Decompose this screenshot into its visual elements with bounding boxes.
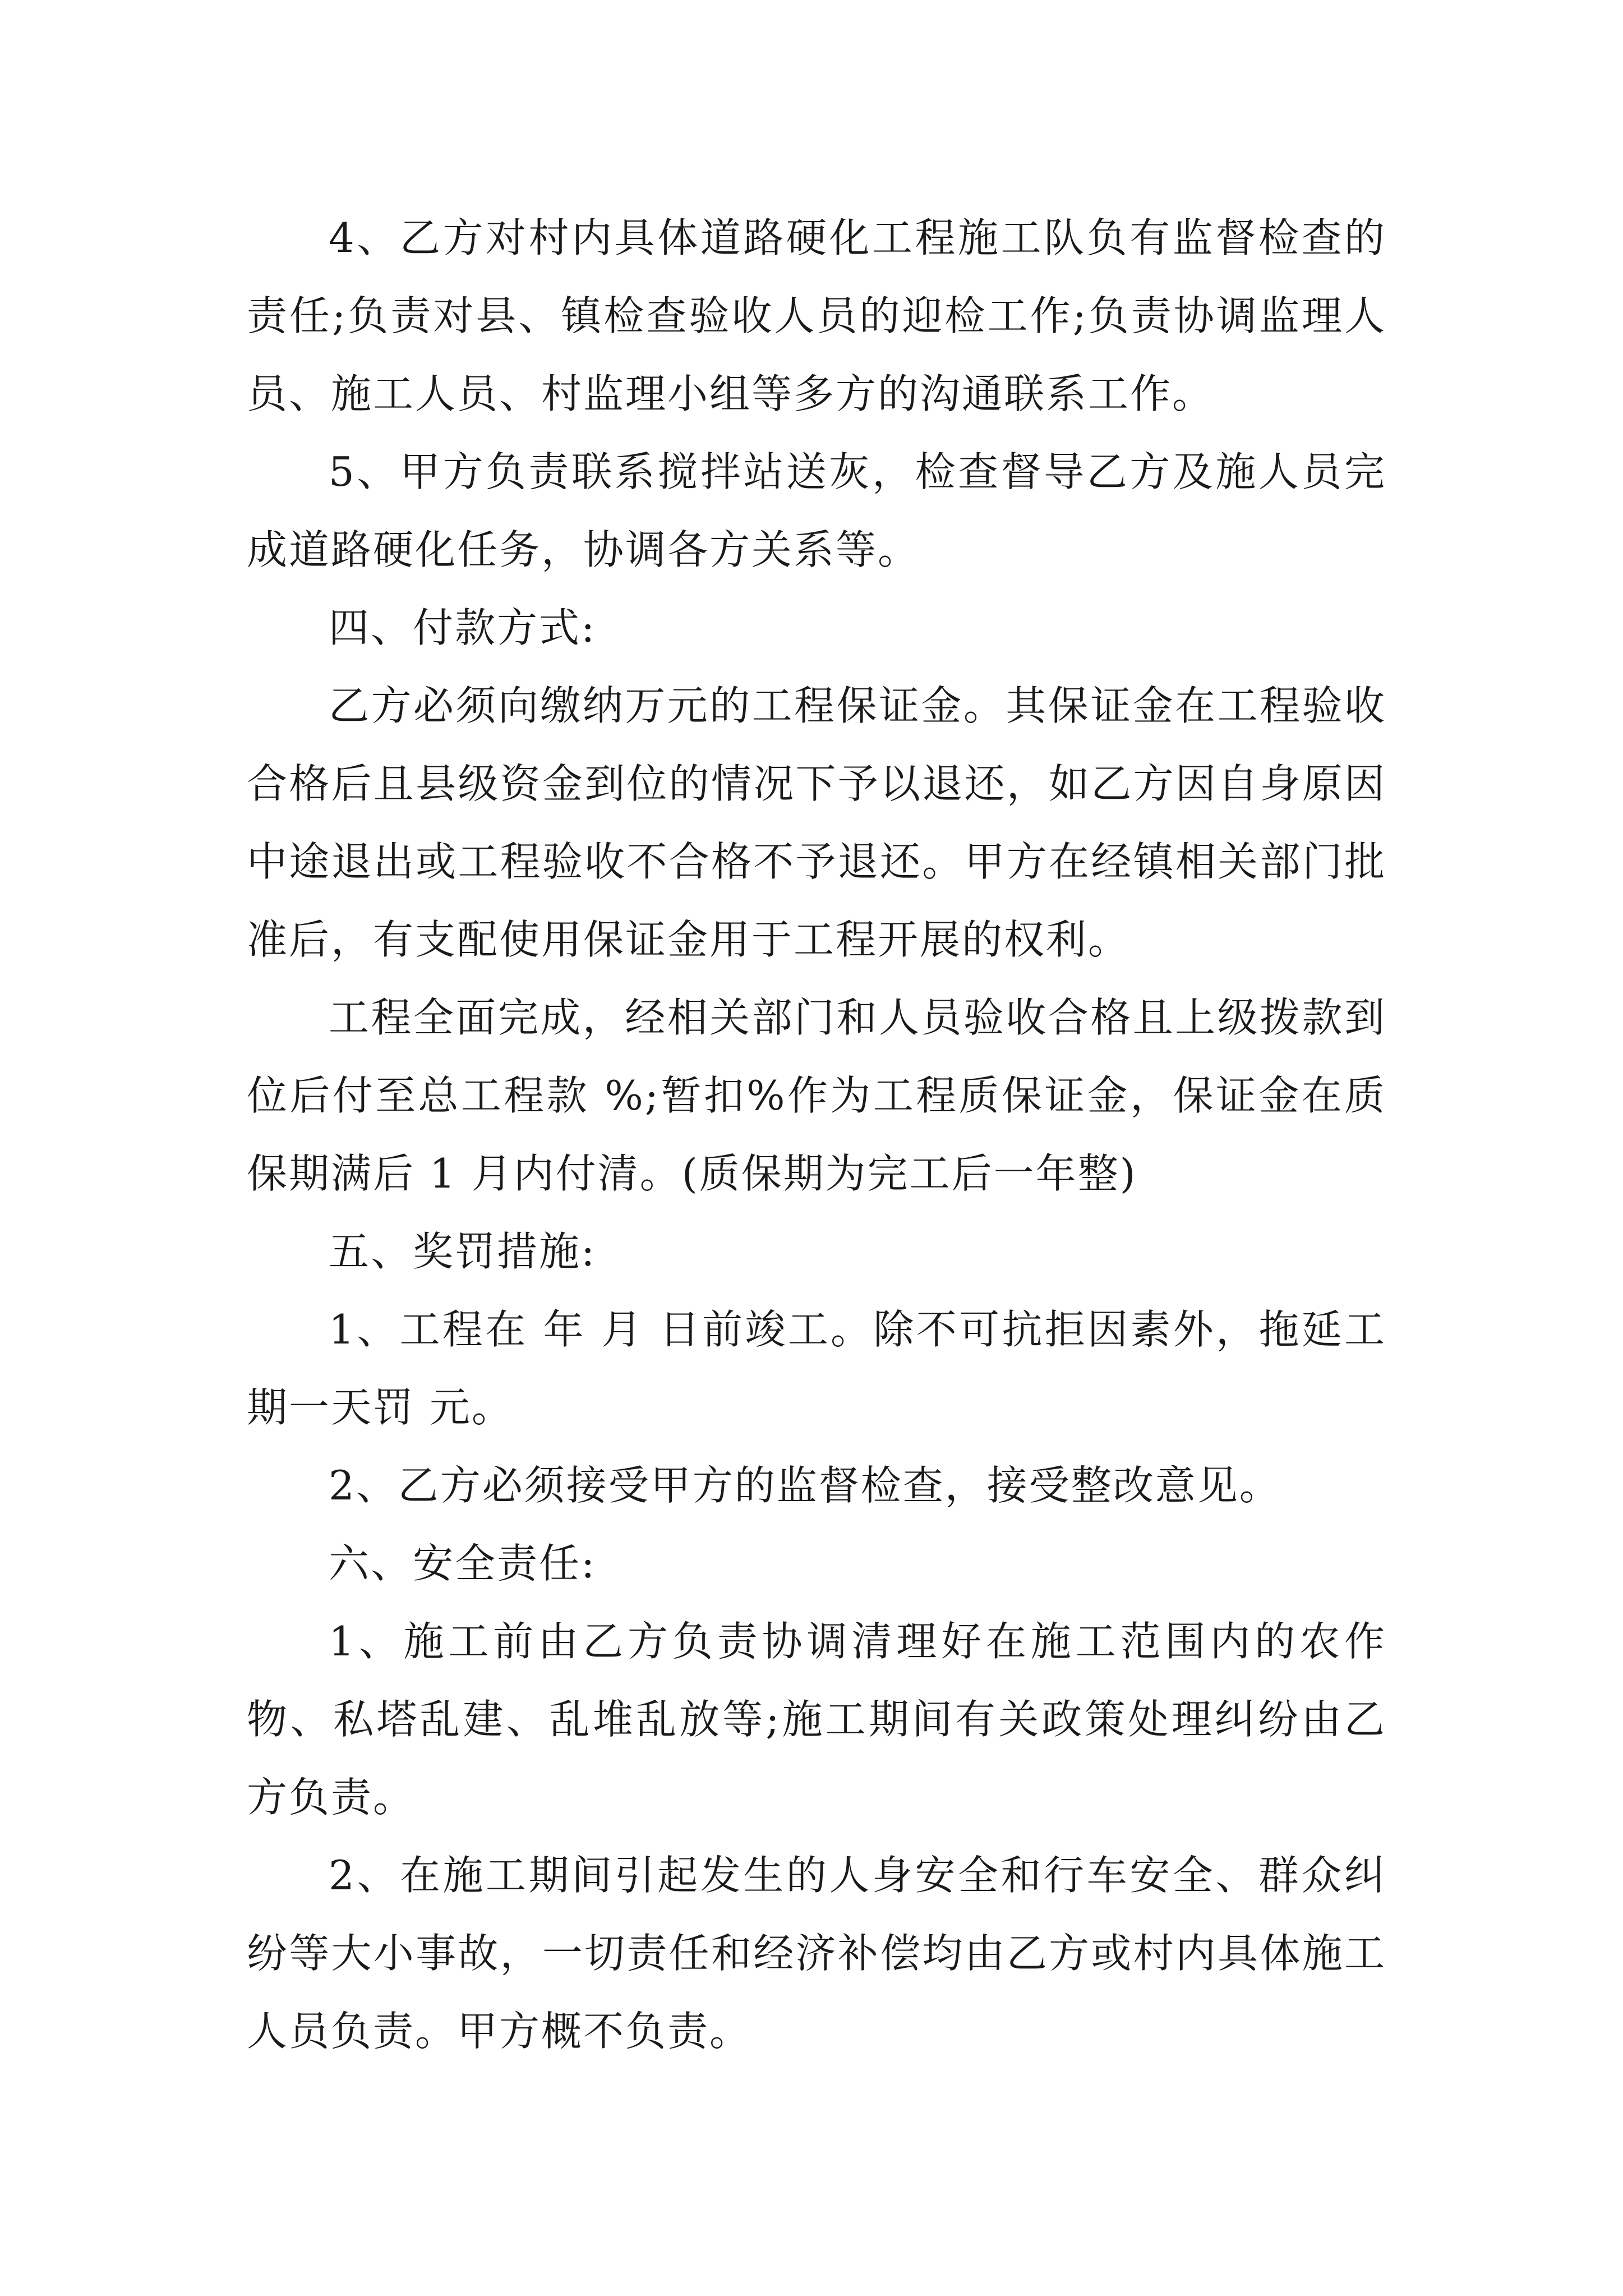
section-heading-safety: 六、安全责任: [329, 1540, 597, 1587]
paragraph-clause-4: 4、乙方对村内具体道路硬化工程施工队负有监督检查的责任;负责对县、镇检查验收人员的迎检工作;负责协调监理人员、施工人员、村监理小组等多方的沟通联系工作。 [247, 214, 1386, 417]
paragraph-liability: 2、在施工期间引起发生的人身安全和行车安全、群众纠纷等大小事故，一切责任和经济补偿均由乙方或村内具体施工人员负责。甲方概不负责。 [247, 1852, 1386, 2055]
paragraph-clause-5: 5、甲方负责联系搅拌站送灰，检查督导乙方及施人员完成道路硬化任务，协调各方关系等。 [247, 448, 1386, 573]
section-heading-rewards-penalties: 五、奖罚措施: [329, 1228, 597, 1275]
paragraph-site-clearing: 1、施工前由乙方负责协调清理好在施工范围内的农作物、私塔乱建、乱堆乱放等;施工期间有关政策处理纠纷由乙方负责。 [247, 1618, 1386, 1821]
paragraph-supervision: 2、乙方必须接受甲方的监督检查，接受整改意见。 [329, 1462, 1281, 1509]
section-heading-payment: 四、付款方式: [329, 604, 597, 651]
paragraph-deadline: 1、工程在 年 月 日前竣工。除不可抗拒因素外，拖延工期一天罚 元。 [247, 1306, 1386, 1431]
paragraph-deposit: 乙方必须向缴纳万元的工程保证金。其保证金在工程验收合格后且县级资金到位的情况下予以退还，如乙方因自身原因中途退出或工程验收不合格不予退还。甲方在经镇相关部门批准后，有支配使用保证金用于工程开展的权利。 [247, 682, 1386, 963]
document-body [247, 199, 1386, 2070]
paragraph-final-payment: 工程全面完成，经相关部门和人员验收合格且上级拨款到位后付至总工程款 %;暂扣%作为工程质保证金，保证金在质保期满后 1 月内付清。(质保期为完工后一年整) [247, 994, 1386, 1197]
